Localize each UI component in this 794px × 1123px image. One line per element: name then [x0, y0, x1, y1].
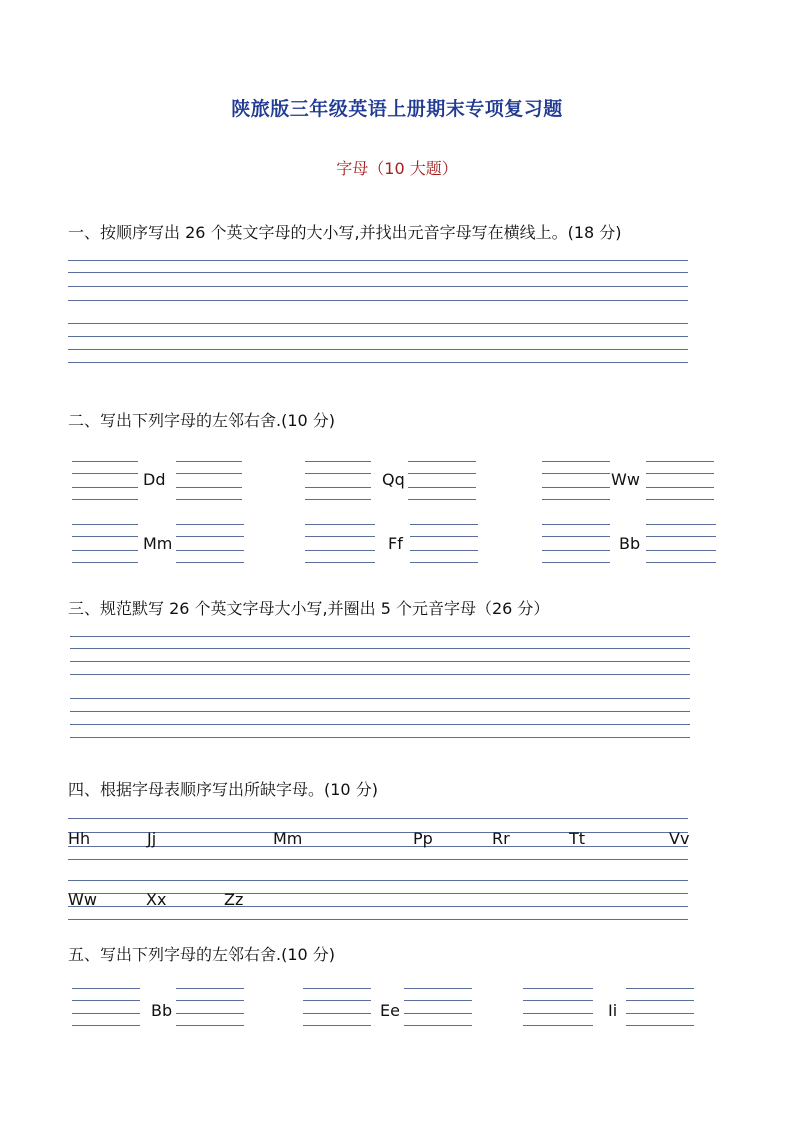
letter-pp: Pp [413, 829, 433, 848]
section-3-heading: 三、规范默写 26 个英文字母大小写,并圈出 5 个元音字母（26 分） [68, 599, 550, 618]
section-1-heading: 一、按顺序写出 26 个英文字母的大小写,并找出元音字母写在横线上。(18 分) [68, 223, 622, 242]
letter-rr: Rr [492, 829, 510, 848]
letter-xx: Xx [146, 890, 167, 909]
letter-ee: Ee [380, 1001, 400, 1020]
letter-mm-seq: Mm [273, 829, 303, 848]
letter-dd: Dd [143, 470, 166, 489]
letter-ii: Ii [608, 1001, 618, 1020]
page-subtitle: 字母（10 大题） [336, 159, 458, 178]
letter-ww: Ww [611, 470, 640, 489]
letter-bb-2: Bb [151, 1001, 173, 1020]
letter-ff: Ff [388, 534, 403, 553]
letter-qq: Qq [382, 470, 405, 489]
letter-jj: Jj [147, 829, 157, 848]
letter-vv: Vv [669, 829, 690, 848]
letter-tt: Tt [569, 829, 586, 848]
section-5-heading: 五、写出下列字母的左邻右舍.(10 分) [68, 945, 336, 964]
section-4-heading: 四、根据字母表顺序写出所缺字母。(10 分) [68, 780, 378, 799]
section-2-heading: 二、写出下列字母的左邻右舍.(10 分) [68, 411, 336, 430]
letter-bb: Bb [619, 534, 641, 553]
page-title: 陕旅版三年级英语上册期末专项复习题 [231, 98, 563, 120]
letter-mm: Mm [143, 534, 173, 553]
letter-zz: Zz [224, 890, 244, 909]
letter-ww-seq: Ww [68, 890, 97, 909]
letter-hh: Hh [68, 829, 91, 848]
